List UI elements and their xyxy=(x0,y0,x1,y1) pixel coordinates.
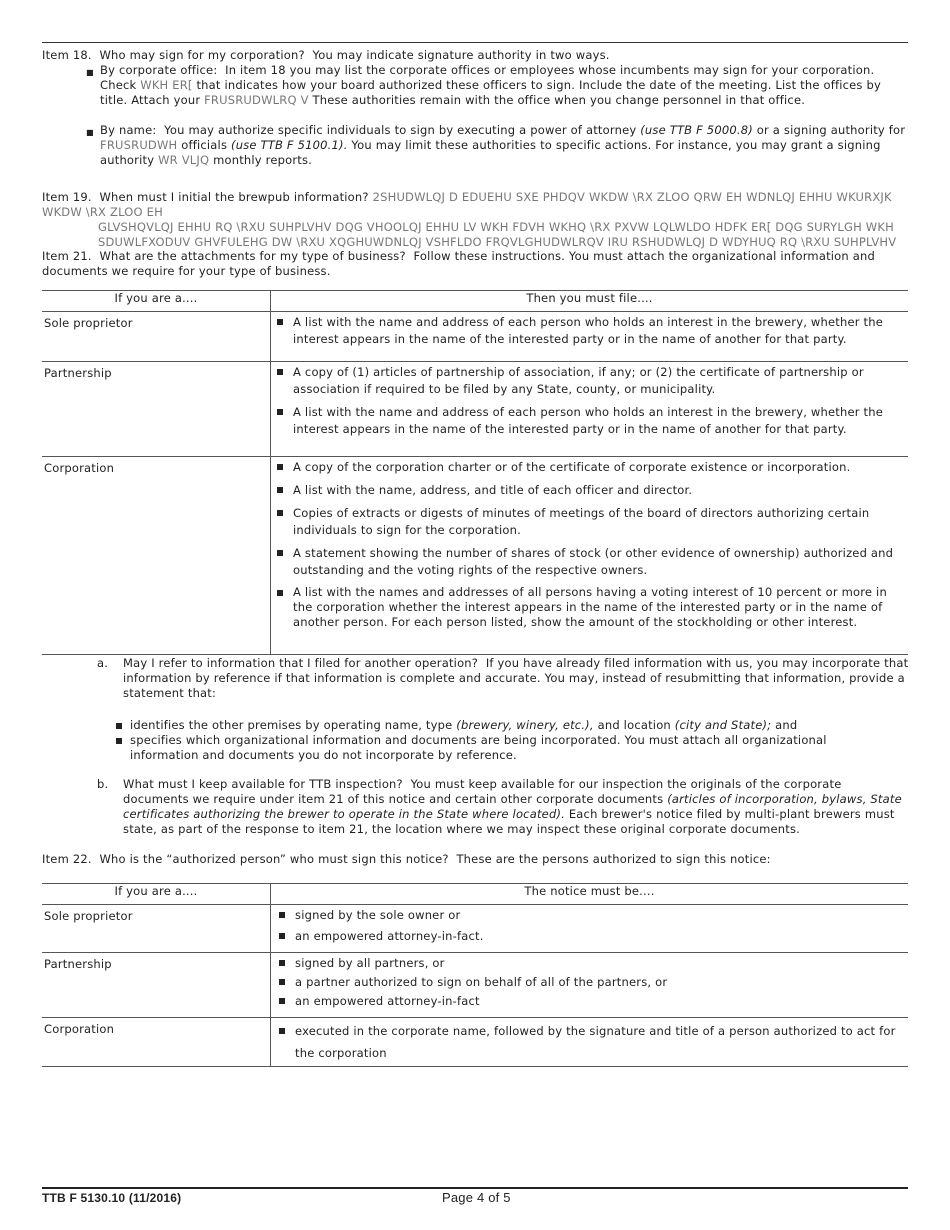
table-row: Corporation A copy of the corporation charter or of the certificate of corporate existence or incorporation. A list with the name, address, and title of each officer and director. Copies of extracts or digests of minutes of meetings of the board of directors authorizing certain individuals to sign for the corporation. A statement showing the number of shares of stock (or other evidence of ownership) authorized and outstanding and the voting rights of the respective owners. A list with the names and addresses of all persons having a voting interest of 10 percent or more in the corporation whether the interest appears in the name of the interested party or in the name of another person. For each person listed, show the amount of the stockholding or other interest. xyxy=(42,457,908,655)
list-item: A list with the name and address of each person who holds an interest in the brewery, whether the interest appears in the name of the interested party or in the name of another for that party. xyxy=(275,404,904,438)
page-number: Page 4 of 5 xyxy=(442,1190,511,1205)
table-row: Sole proprietor signed by the sole owner or an empowered attorney-in-fact. xyxy=(42,905,908,953)
footer-rule xyxy=(42,1187,908,1189)
table-row: Partnership A copy of (1) articles of partnership of association, if any; or (2) the certificate of partnership or association if required to be filed by any State, county, or municipality. A list with the name and address of each person who holds an interest in the brewery, whether the interest appears in the name of the interested party or in the name of another for that party. xyxy=(42,362,908,457)
list-item: signed by all partners, or xyxy=(277,955,904,972)
list-item: executed in the corporate name, followed by the signature and title of a person authorized to act for the corporation xyxy=(277,1020,904,1064)
table-header: The notice must be.... xyxy=(271,884,909,905)
item21-sub-b: b. What must I keep available for TTB inspection? You must keep available for our inspection the originals of the corporate documents we require under item 21 of this notice and certain other corporate documents (articles of incorporation, bylaws, State certificates authorizing the brewer to operate in the State where located). Each brewer's notice filed by multi-plant brewers must state, as part of the response to item 21, the location where we may inspect these original corporate documents. xyxy=(97,777,902,836)
list-item: Copies of extracts or digests of minutes of meetings of the board of directors authorizing certain individuals to sign for the corporation. xyxy=(275,505,904,539)
item18-heading xyxy=(42,48,908,63)
list-item: A list with the name, address, and title of each officer and director. xyxy=(275,482,904,499)
item18-corp-office: ■ By corporate office: In item 18 you may list the corporate offices or employees whose incumbents may sign for your corporation. Check WKH ER[ that indicates how your board authorized these officers to sign. Include the date of the meeting. List the offices by title. Attach your FRUSRUDWLRQ V These authorities remain with the office when you change personnel in that office. xyxy=(86,63,881,107)
page xyxy=(42,0,908,1230)
item22-section: Item 22. Who is the “authorized person” who must sign this notice? These are the persons authorized to sign this notice: xyxy=(42,852,771,866)
list-item: A statement showing the number of shares of stock (or other evidence of ownership) authorized and outstanding and the voting rights of the respective owners. xyxy=(275,545,904,579)
table-header: If you are a.... xyxy=(42,291,271,312)
item18-intro: You may indicate signature authority in two ways. xyxy=(312,48,610,62)
table-row: Partnership signed by all partners, or a partner authorized to sign on behalf of all of the partners, or an empowered attorney-in-fact xyxy=(42,953,908,1018)
list-item: A copy of the corporation charter or of the certificate of corporate existence or incorporation. xyxy=(275,459,904,476)
bullet-icon: ■ xyxy=(86,68,94,77)
top-rule xyxy=(42,42,908,43)
list-item: an empowered attorney-in-fact xyxy=(277,993,904,1010)
item19-section: Item 19. When must I initial the brewpub information? 2SHUDWLQJ D EDUEHU SXE PHDQV WKDW \RX ZLOO QRW EH WDNLQJ EHHU WKURXJK WKDW \RX ZLOO EH GLVSHQVLQJ EHHU RQ \RXU SUHPLVHV DQG VHOOLQJ EHHU LV WKH FDVH WKHQ \RX PXVW LQLWLDO HDFK ER[ DQG SURYLGH WKH SDUWLFXODUV GHVFULEHG DW \RXU XQGHUWDNLQJ VSHFLDO FRQVLGHUDWLRQV IRU RSHUDWLQJ D WDYHUQ RQ \RXU SUHPLVHV xyxy=(42,190,897,249)
item21-sub-a: a. May I refer to information that I filed for another operation? If you have already filed information with us, you may incorporate that information by reference if that information is complete and accurate. You may, instead of resubmitting that information, provide a statement that: xyxy=(97,656,909,700)
item18-by-name: ■ By name: You may authorize specific individuals to sign by executing a power of attorney (use TTB F 5000.8) or a signing authority for FRUSRUDWH officials (use TTB F 5100.1). You may limit these authorities to specific actions. For instance, you may grant a signing authority WR VLJQ monthly reports. xyxy=(86,123,906,167)
table-header: Then you must file.... xyxy=(271,291,909,312)
list-item: a partner authorized to sign on behalf of all of the partners, or xyxy=(277,974,904,991)
table-row: Corporation executed in the corporate name, followed by the signature and title of a person authorized to act for the corporation xyxy=(42,1018,908,1067)
list-item: specifies which organizational information and documents are being incorporated. You must attach all organizational information and documents you do not incorporate by reference. xyxy=(114,733,834,763)
item18-label: Item 18. xyxy=(42,48,92,62)
table-row: Sole proprietor A list with the name and address of each person who holds an interest in the brewery, whether the interest appears in the name of the interested party or in the name of another for that party. xyxy=(42,312,908,362)
list-item: signed by the sole owner or xyxy=(277,907,904,924)
list-item: an empowered attorney-in-fact. xyxy=(277,928,904,945)
item18-section xyxy=(42,48,908,168)
item18-question: Who may sign for my corporation? xyxy=(99,48,305,62)
bullet-icon: ■ xyxy=(86,128,94,137)
list-item: A list with the names and addresses of all persons having a voting interest of 10 percent or more in the corporation whether the interest appears in the name of the interested party or in the name of another person. For each person listed, show the amount of the stockholding or other interest. xyxy=(275,585,904,630)
item21-table xyxy=(42,290,908,655)
item22-table xyxy=(42,883,908,1067)
item21-section: Item 21. What are the attachments for my type of business? Follow these instructions. You must attach the organizational information and documents we require for your type of business. xyxy=(42,249,875,278)
form-number: TTB F 5130.10 (11/2016) xyxy=(42,1191,182,1205)
list-item: A copy of (1) articles of partnership of association, if any; or (2) the certificate of partnership or association if required to be filed by any State, county, or municipality. xyxy=(275,364,904,398)
table-header: If you are a.... xyxy=(42,884,271,905)
item21-sub-a-bullets xyxy=(114,718,834,763)
list-item: A list with the name and address of each person who holds an interest in the brewery, whether the interest appears in the name of the interested party or in the name of another for that party. xyxy=(275,314,904,348)
list-item: identifies the other premises by operating name, type (brewery, winery, etc.), and location (city and State); and xyxy=(114,718,834,733)
